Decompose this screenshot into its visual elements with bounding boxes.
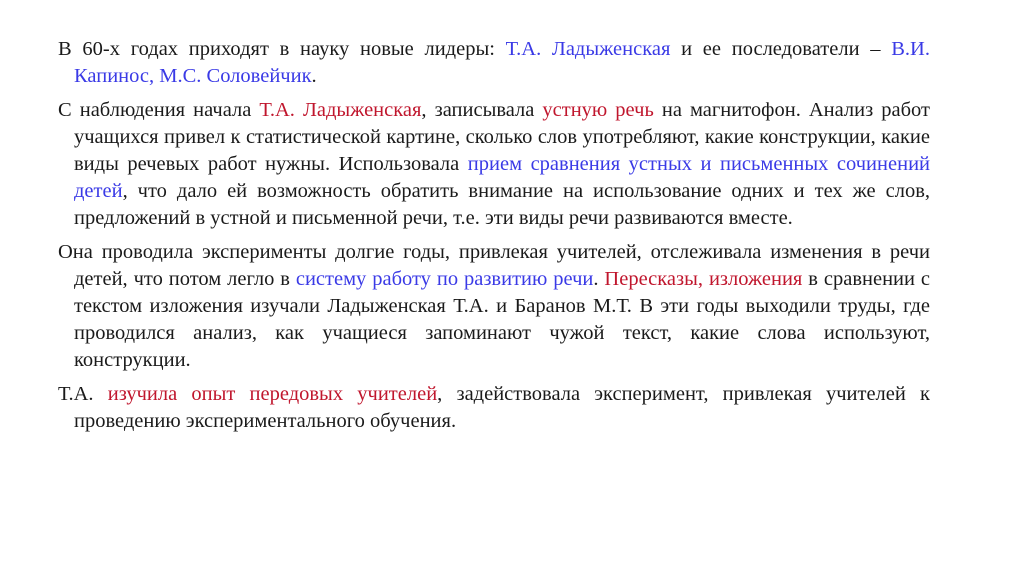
text-segment: Т.А. bbox=[58, 383, 108, 405]
text-segment: . bbox=[593, 268, 605, 290]
text-segment: , что дало ей возможность обратить внимание на использование одних и тех же слов, предложений в устной и письменной речи, т.е. эти виды речи развиваются вместе. bbox=[74, 180, 930, 229]
text-segment: в сравнении с текстом изложения изучали Ладыженская Т.А. и Баранов М.Т. В эти годы выходили труды, где проводился анализ, как учащиеся запоминают чужой текст, какие слова используют, конструкции. bbox=[74, 268, 931, 371]
text-segment: Она проводила эксперименты долгие годы, привлекая учителей, отслеживала изменения в речи детей, что потом легло в bbox=[58, 241, 930, 290]
text-segment: и ее последователи – bbox=[670, 38, 892, 60]
highlight-experience: изучила опыт передовых учителей bbox=[107, 383, 438, 405]
highlight-names: В.И. Капинос, М.С. Соловейчик bbox=[74, 38, 930, 87]
text-segment: . bbox=[311, 65, 317, 87]
paragraph-teachers bbox=[58, 381, 930, 435]
text-segment: В 60-х годах приходят в науку новые лидеры: bbox=[58, 38, 506, 60]
paragraph-observation bbox=[58, 97, 930, 232]
highlight-method: прием сравнения устных и письменных сочинений детей bbox=[74, 153, 931, 202]
highlight-term: Пересказы, изложения bbox=[604, 268, 803, 290]
paragraph-experiments bbox=[58, 239, 930, 374]
highlight-name: Т.А. Ладыженская bbox=[505, 38, 671, 60]
text-segment: на магнитофон. Анализ работ учащихся привел к статистической картине, сколько слов употребляют, какие конструкции, какие виды речевых работ нужны. Использовала bbox=[74, 99, 930, 175]
highlight-term: устную речь bbox=[542, 99, 654, 121]
text-segment: , задействовала эксперимент, привлекая учителей к проведению экспериментального обучения. bbox=[74, 383, 930, 432]
slide-body bbox=[58, 36, 930, 442]
highlight-name: Т.А. Ладыженская bbox=[259, 99, 422, 121]
paragraph-new-leaders bbox=[58, 36, 930, 90]
text-segment: , записывала bbox=[421, 99, 543, 121]
text-segment: С наблюдения начала bbox=[58, 99, 260, 121]
highlight-system: систему работу по развитию речи bbox=[295, 268, 594, 290]
